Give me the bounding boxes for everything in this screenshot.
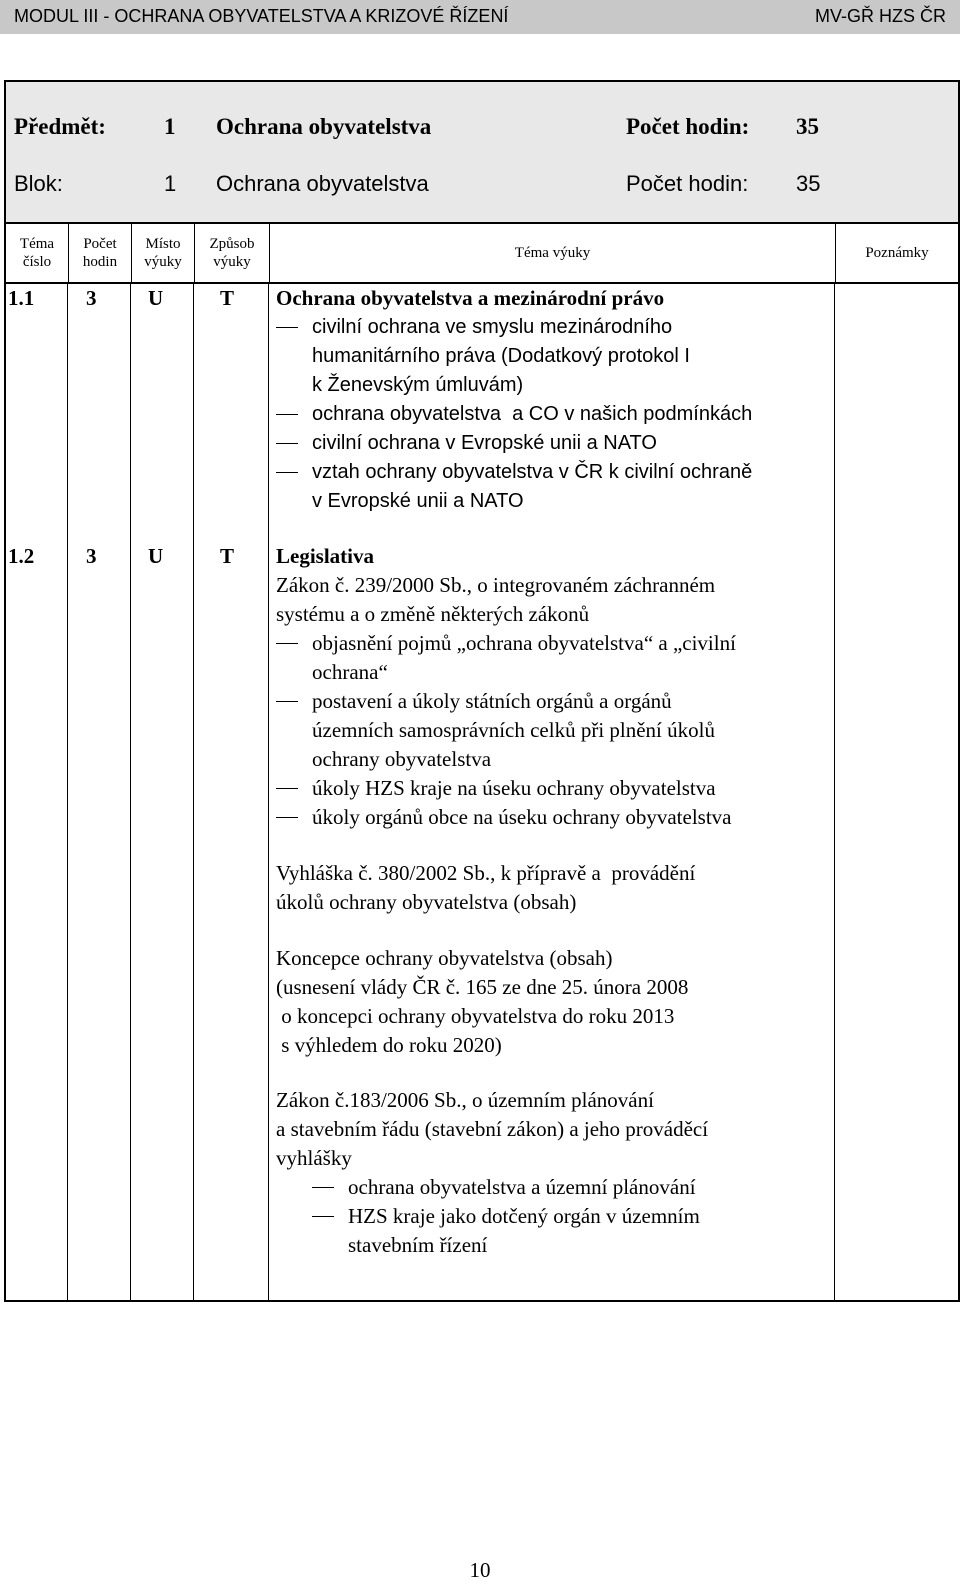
block-title: Ochrana obyvatelstva bbox=[216, 171, 429, 196]
page-number: 10 bbox=[469, 1558, 491, 1582]
col-zpusob-vyuky: Způsob výuky bbox=[195, 224, 270, 282]
organization-label: MV-GŘ HZS ČR bbox=[814, 6, 946, 26]
dash-bullet bbox=[276, 643, 298, 644]
dash-bullet bbox=[276, 472, 298, 473]
topic-number: 1.1 bbox=[8, 286, 35, 310]
decree-reference-cont: úkolů ochrany obyvatelstva (obsah) bbox=[276, 890, 577, 914]
block-hours: 35 bbox=[796, 171, 821, 196]
col-tema-vyuky: Téma výuky bbox=[270, 224, 836, 282]
law-reference-cont: a stavebním řádu (stavební zákon) a jeho prováděcí bbox=[276, 1117, 709, 1141]
col-misto-vyuky: Místo výuky bbox=[132, 224, 195, 282]
topic-number: 1.2 bbox=[8, 544, 35, 568]
col-pocet-hodin: Počet hodin bbox=[69, 224, 132, 282]
list-item: vztah ochrany obyvatelstva v ČR k civilní ochraně bbox=[312, 461, 753, 483]
col-poznamky: Poznámky bbox=[865, 245, 929, 261]
concept-resolution-cont: s výhledem do roku 2020) bbox=[276, 1033, 502, 1057]
subject-number: 1 bbox=[164, 114, 176, 139]
dash-bullet bbox=[312, 1187, 334, 1188]
block-number: 1 bbox=[164, 171, 177, 196]
list-item: postavení a úkoly státních orgánů a orgánů bbox=[312, 689, 672, 713]
decree-reference: Vyhláška č. 380/2002 Sb., k přípravě a provádění bbox=[276, 861, 696, 885]
topic-place: U bbox=[148, 286, 164, 310]
list-item: ochrana obyvatelstva a CO v našich podmínkách bbox=[312, 403, 753, 425]
col-tema-cislo: Téma číslo bbox=[6, 224, 69, 282]
subject-header-box bbox=[4, 80, 960, 224]
dash-bullet bbox=[276, 414, 298, 415]
subject-label: Předmět: bbox=[14, 114, 106, 139]
dash-bullet bbox=[276, 788, 298, 789]
topic-method: T bbox=[220, 544, 235, 568]
dash-bullet bbox=[276, 443, 298, 444]
law-reference: Zákon č.183/2006 Sb., o územním plánování bbox=[276, 1088, 654, 1112]
subject-hours-label: Počet hodin: bbox=[626, 114, 750, 139]
topic-place: U bbox=[148, 544, 164, 568]
topic-title: Legislativa bbox=[276, 544, 374, 568]
list-item-cont: územních samosprávních celků při plnění úkolů bbox=[312, 718, 715, 742]
column-divider bbox=[834, 282, 835, 1300]
list-item: ochrana obyvatelstva a územní plánování bbox=[348, 1175, 696, 1199]
block-hours-label: Počet hodin: bbox=[626, 171, 749, 196]
list-item: civilní ochrana ve smyslu mezinárodního bbox=[312, 316, 673, 338]
law-description-cont: systému a o změně některých zákonů bbox=[276, 602, 590, 626]
concept-resolution-cont: o koncepci ochrany obyvatelstva do roku 2013 bbox=[276, 1004, 675, 1028]
dash-bullet bbox=[312, 1216, 334, 1217]
topic-method: T bbox=[220, 286, 235, 310]
column-divider bbox=[130, 282, 131, 1300]
column-divider bbox=[67, 282, 68, 1300]
list-item: objasnění pojmů „ochrana obyvatelstva“ a „civilní bbox=[312, 631, 736, 655]
list-item-cont: ochrany obyvatelstva bbox=[312, 747, 492, 771]
page-header bbox=[0, 0, 960, 34]
column-divider bbox=[193, 282, 194, 1300]
law-number: Zákon č. 239/2000 Sb. bbox=[276, 573, 467, 597]
law-description: , o integrovaném záchranném bbox=[466, 573, 716, 597]
column-divider bbox=[268, 282, 269, 1300]
subject-hours: 35 bbox=[796, 114, 819, 139]
concept-resolution: (usnesení vlády ČR č. 165 ze dne 25. února 2008 bbox=[276, 975, 689, 999]
dash-bullet bbox=[276, 701, 298, 702]
list-item: úkoly orgánů obce na úseku ochrany obyvatelstva bbox=[312, 805, 732, 829]
list-item-cont: stavebním řízení bbox=[348, 1233, 488, 1257]
list-item: HZS kraje jako dotčený orgán v územním bbox=[348, 1204, 700, 1228]
subject-title: Ochrana obyvatelstva bbox=[216, 114, 432, 139]
dash-bullet bbox=[276, 327, 298, 328]
module-title: MODUL III - OCHRANA OBYVATELSTVA A KRIZOVÉ ŘÍZENÍ bbox=[14, 6, 509, 26]
list-item-cont: k Ženevským úmluvám) bbox=[312, 374, 524, 396]
dash-bullet bbox=[276, 817, 298, 818]
concept-title: Koncepce ochrany obyvatelstva (obsah) bbox=[276, 946, 613, 970]
list-item-cont: ochrana“ bbox=[312, 660, 388, 684]
law-reference-cont: vyhlášky bbox=[276, 1146, 352, 1170]
list-item: úkoly HZS kraje na úseku ochrany obyvatelstva bbox=[312, 776, 716, 800]
topic-title: Ochrana obyvatelstva a mezinárodní právo bbox=[276, 286, 665, 310]
list-item: civilní ochrana v Evropské unii a NATO bbox=[312, 432, 657, 454]
topic-hours: 3 bbox=[86, 544, 97, 568]
column-header-row bbox=[4, 222, 960, 284]
block-label: Blok: bbox=[14, 171, 63, 196]
law-reference bbox=[276, 571, 715, 600]
topic-hours: 3 bbox=[86, 286, 97, 310]
list-item-cont: v Evropské unii a NATO bbox=[312, 490, 524, 512]
list-item-cont: humanitárního práva (Dodatkový protokol I bbox=[312, 345, 690, 367]
